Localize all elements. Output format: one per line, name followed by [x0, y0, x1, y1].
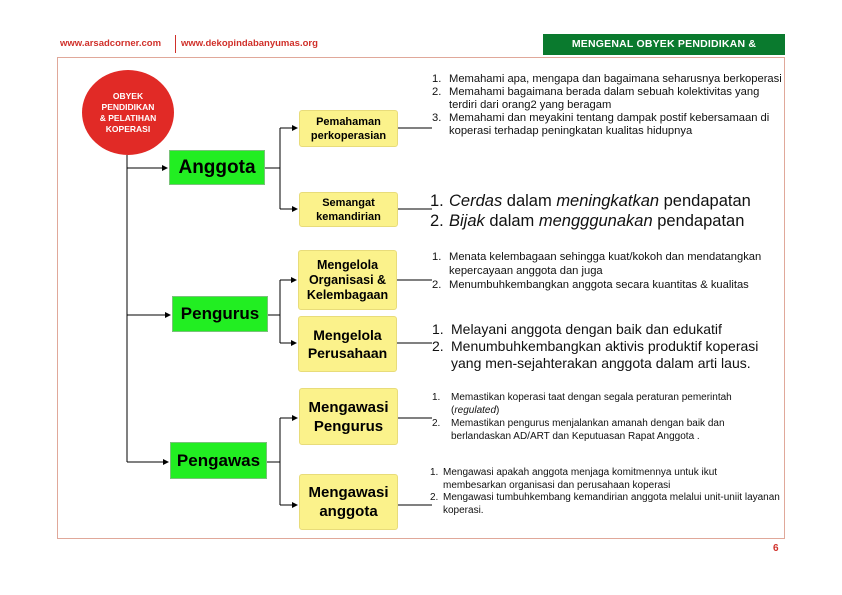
list-semangat [430, 191, 785, 231]
header-link-dekopinda[interactable]: www.dekopindabanyumas.org [181, 38, 318, 49]
node-mengawasi-anggota: Mengawasi anggota [299, 474, 398, 530]
list-item: 2. Memastikan pengurus menjalankan amanah dengan baik dan berlandaskan AD/ART dan Keputuasan Rapat Anggota . [432, 418, 725, 442]
node-anggota: Anggota [169, 150, 265, 185]
list-item: 2. Mengawasi tumbuhkembang kemandirian anggota melalui unit-uniit layanan koperasi. [430, 492, 780, 516]
list-item: 1. Melayani anggota dengan baik dan edukatif [432, 321, 722, 337]
node-mengawasi-pengurus: Mengawasi Pengurus [299, 388, 398, 445]
list-item: 1. Memastikan koperasi taat dengan segala peraturan pemerintah (regulated) [432, 392, 732, 416]
node-pengurus: Pengurus [172, 296, 268, 332]
list-awasi-anggota [430, 467, 780, 517]
node-pemahaman-perkoperasian: Pemahaman perkoperasian [299, 110, 398, 147]
list-item: 2. Menumbuhkembangkan aktivis produktif koperasi yang men-sejahterakan anggota dalam arti laus. [432, 338, 759, 371]
list-pemahaman [432, 73, 782, 138]
list-item: 2. Memahami bagaimana berada dalam sebuah kolektivitas yang terdiri dari orang2 yang beragam [432, 86, 760, 111]
list-awasi-pengurus [432, 391, 777, 443]
node-mengelola-organisasi: Mengelola Organisasi & Kelembagaan [298, 250, 397, 310]
list-perusahaan [432, 321, 777, 372]
list-item: 2. Bijak dalam mengggunakan pendapatan [430, 212, 745, 230]
list-item: 1. Menata kelembagaan sehingga kuat/kokoh dan mendatangkan kepercayaan anggota dan juga [432, 251, 762, 277]
list-organisasi [432, 250, 777, 292]
node-mengelola-perusahaan: Mengelola Perusahaan [298, 316, 397, 372]
root-node: OBYEK PENDIDIKAN & PELATIHAN KOPERASI [82, 70, 174, 155]
node-semangat-kemandirian: Semangat kemandirian [299, 192, 398, 227]
list-item: 1. Cerdas dalam meningkatkan pendapatan [430, 192, 751, 210]
list-item: 1. Memahami apa, mengapa dan bagaimana seharusnya berkoperasi [432, 73, 782, 85]
page-title: MENGENAL OBYEK PENDIDIKAN & PELATIHAN [543, 34, 785, 55]
node-pengawas: Pengawas [170, 442, 267, 479]
page-number: 6 [773, 543, 779, 554]
list-item: 1. Mengawasi apakah anggota menjaga komitmennya untuk ikut membesarkan organisasi dan perusahaan koperasi [430, 467, 718, 491]
list-item: 2. Menumbuhkembangkan anggota secara kuantitas & kualitas [432, 279, 749, 291]
header-link-arsadcorner[interactable]: www.arsadcorner.com [60, 38, 162, 49]
list-item: 3. Memahami dan meyakini tentang dampak postif kebersamaan di koperasi terhadap peningkatan kualitas hidupnya [432, 112, 770, 137]
